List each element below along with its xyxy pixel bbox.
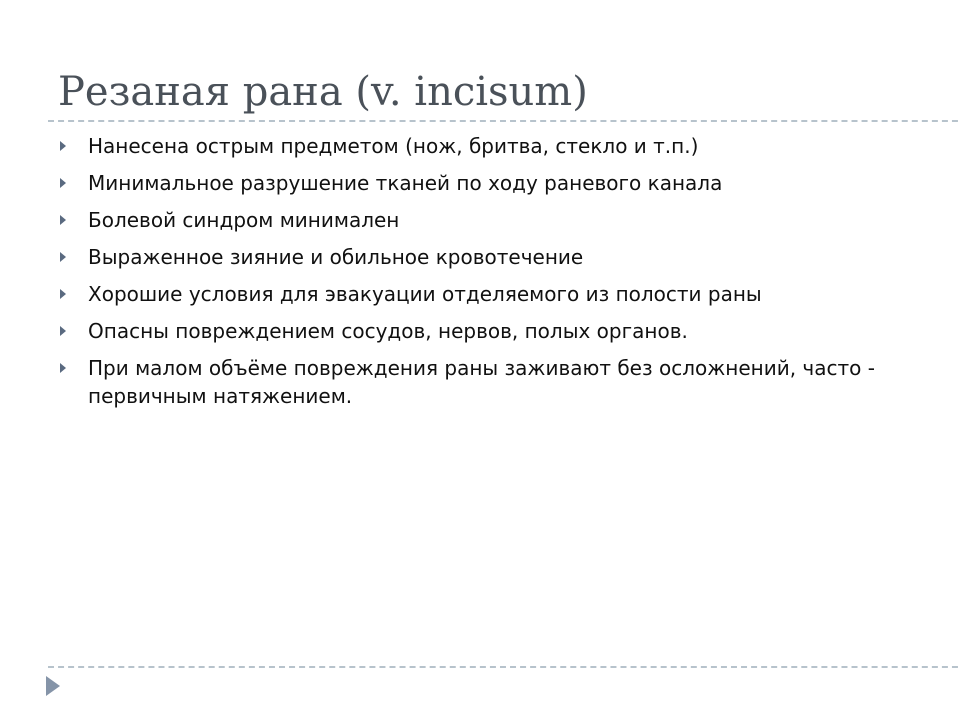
bullet-item — [58, 243, 918, 271]
triangle-right-icon — [60, 252, 66, 262]
bullet-text: Минимальное разрушение тканей по ходу раневого канала — [88, 171, 723, 195]
triangle-right-icon — [60, 326, 66, 336]
bullet-item — [58, 132, 918, 160]
bullet-list — [58, 132, 918, 419]
slide-title: Резаная рана (v. incisum) — [58, 69, 588, 115]
triangle-right-icon — [60, 215, 66, 225]
bullet-text: Выраженное зияние и обильное кровотечение — [88, 245, 584, 269]
triangle-right-icon — [60, 178, 66, 188]
title-divider — [48, 120, 960, 122]
triangle-right-icon — [60, 141, 66, 151]
bullet-item — [58, 354, 918, 410]
bullet-item — [58, 169, 918, 197]
bullet-text: Опасны повреждением сосудов, нервов, полых органов. — [88, 319, 688, 343]
triangle-right-icon — [60, 363, 66, 373]
bullet-item — [58, 317, 918, 345]
bullet-text: Хорошие условия для эвакуации отделяемого из полости раны — [88, 282, 762, 306]
bullet-text: При малом объёме повреждения раны заживают без осложнений, часто - первичным натяжением. — [88, 356, 875, 408]
next-slide-arrow-icon[interactable] — [46, 676, 60, 696]
bullet-item — [58, 280, 918, 308]
footer-divider — [48, 666, 960, 668]
triangle-right-icon — [60, 289, 66, 299]
bullet-text: Болевой синдром минимален — [88, 208, 400, 232]
bullet-item — [58, 206, 918, 234]
bullet-text: Нанесена острым предметом (нож, бритва, стекло и т.п.) — [88, 134, 699, 158]
